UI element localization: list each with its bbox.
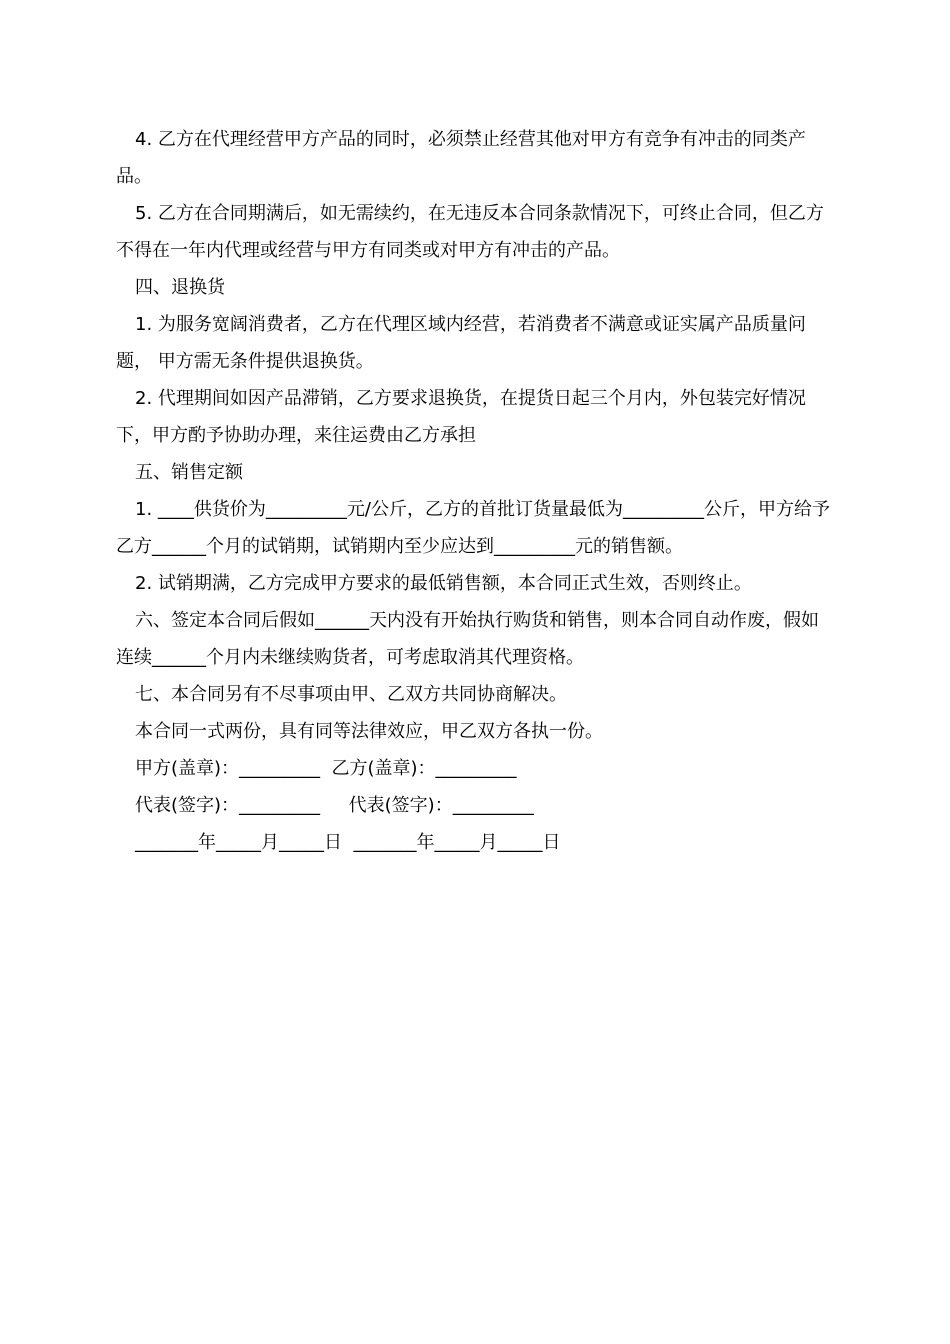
clause-3-item-4: 4. 乙方在代理经营甲方产品的同时，必须禁止经营其他对甲方有竞争有冲击的同类产品。: [116, 129, 806, 187]
clause-5-heading: 五、销售定额: [135, 462, 243, 483]
clause-6: 六、签定本合同后假如______天内没有开始执行购货和销售，则本合同自动作废，假如连续______个月内未继续购货者，可考虑取消其代理资格。: [116, 610, 819, 668]
signature-party-line: 甲方(盖章)：_________ 乙方(盖章)：_________: [135, 758, 517, 779]
clause-3-item-5: 5. 乙方在合同期满后，如无需续约，在无违反本合同条款情况下，可终止合同，但乙方不得在一年内代理或经营与甲方有同类或对甲方有冲击的产品。: [116, 203, 824, 261]
signature-representative-line: 代表(签字)：_________ 代表(签字)：_________: [135, 795, 534, 816]
signature-date-line: _______年_____月_____日 _______年_____月_____日: [135, 832, 561, 853]
contract-body: [116, 121, 836, 861]
clause-5-item-1: 1. ____供货价为_________元/公斤，乙方的首批订货量最低为_________公斤，甲方给予乙方______个月的试销期，试销期内至少应达到_________元的销售额。: [116, 499, 830, 557]
copies-statement: 本合同一式两份，具有同等法律效应，甲乙双方各执一份。: [135, 721, 603, 742]
clause-4-item-2: 2. 代理期间如因产品滞销，乙方要求退换货，在提货日起三个月内，外包装完好情况下，甲方酌予协助办理，来往运费由乙方承担: [116, 388, 806, 446]
clause-7: 七、本合同另有不尽事项由甲、乙双方共同协商解决。: [135, 684, 567, 705]
clause-4-heading: 四、退换货: [135, 277, 225, 298]
clause-5-item-2: 2. 试销期满，乙方完成甲方要求的最低销售额，本合同正式生效，否则终止。: [135, 573, 752, 594]
clause-4-item-1: 1. 为服务宽阔消费者，乙方在代理区域内经营，若消费者不满意或证实属产品质量问题， 甲方需无条件提供退换货。: [116, 314, 806, 372]
